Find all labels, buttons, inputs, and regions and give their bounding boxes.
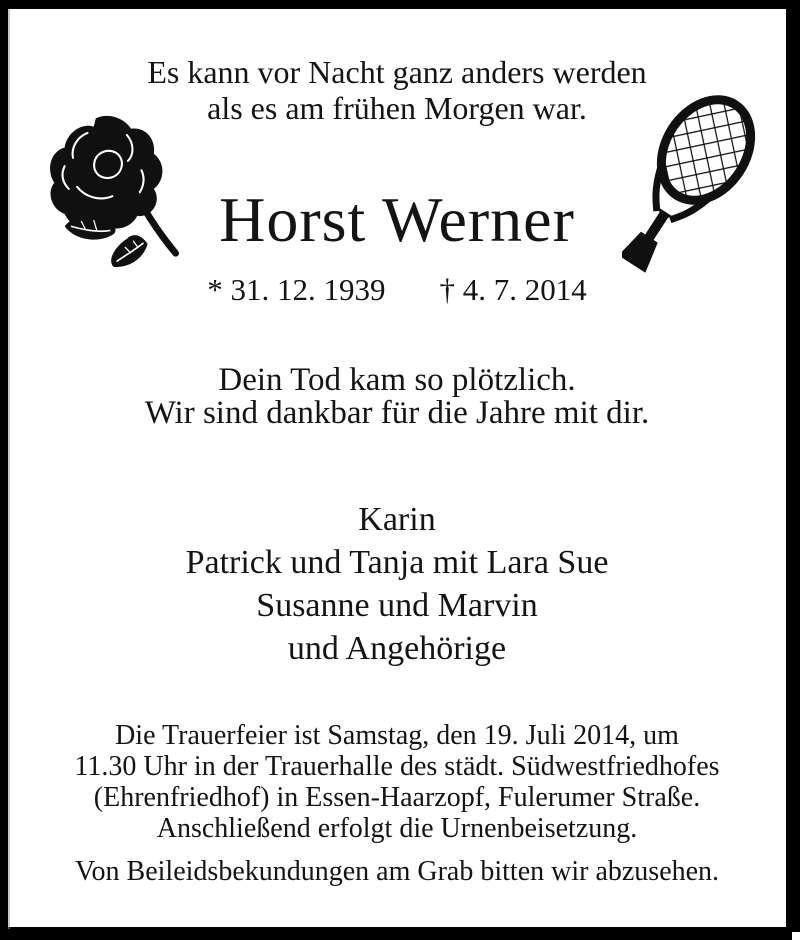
death-date: † 4. 7. 2014 [439,272,587,307]
life-dates [8,273,786,307]
tribute [8,364,786,430]
condolence-note: Von Beileidsbekundungen am Grab bitten wir abzusehen. [74,856,720,887]
mourner-line-3: Susanne und Marvin [256,587,538,624]
tribute-line-2: Wir sind dankbar für die Jahre mit dir. [144,395,650,431]
funeral-line-3: (Ehrenfriedhof) in Essen-Haarzopf, Fulerumer Straße. [93,782,701,813]
mourner-line-2: Patrick und Tanja mit Lara Sue [185,544,609,581]
mourner-line-4: und Angehörige [287,630,507,667]
epigraph-line-1: Es kann vor Nacht ganz anders werden [147,54,647,90]
scan-edge-left [0,0,8,940]
scan-edge-top [0,0,800,9]
tribute-line-1: Dein Tod kam so plötzlich. [218,362,576,398]
mourners-list [8,498,786,670]
funeral-line-2: 11.30 Uhr in der Trauerhalle des städt. Südwestfriedhofes [74,751,720,782]
obituary-content [8,9,786,927]
birth-date: * 31. 12. 1939 [207,272,386,307]
deceased-name: Horst Werner [219,184,575,255]
scan-edge-bottom [0,927,792,940]
funeral-details [8,720,786,844]
epigraph-line-2: als es am frühen Morgen war. [207,90,587,126]
funeral-line-1: Die Trauerfeier ist Samstag, den 19. Juli 2014, um [115,720,679,751]
funeral-line-4: Anschließend erfolgt die Urnenbeisetzung. [156,813,638,844]
mourner-line-1: Karin [358,501,436,538]
epigraph [8,54,786,126]
